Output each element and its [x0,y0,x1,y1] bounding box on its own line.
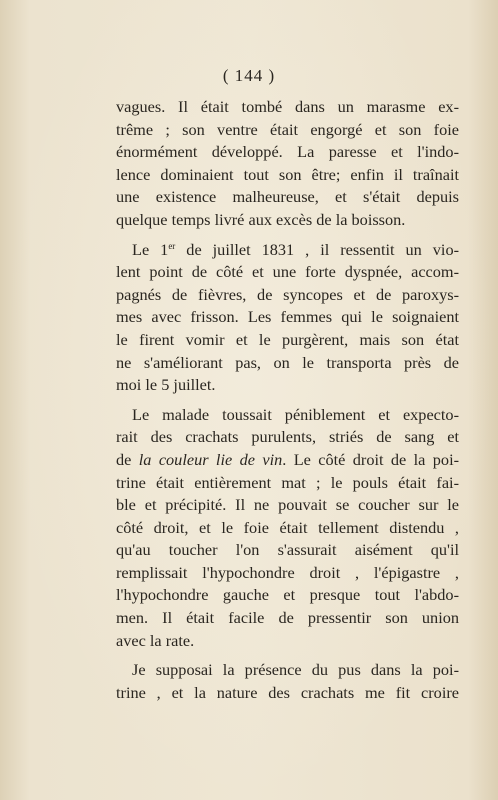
text-line: le firent vomir et le purgèrent, mais son état [116,329,459,349]
text-line: avec la rate. [116,630,195,650]
text-line: qu'au toucher l'on s'assurait aisément qu'il [116,540,459,560]
text-line [116,239,459,262]
text-line: énormément développé. La paresse et l'indo- [116,142,459,162]
text-span: de [116,449,139,469]
text-line: quelque temps livré aux excès de la boisson. [116,209,406,229]
body-text [116,96,459,704]
page-number: ( 144 ) [222,66,276,85]
text-line: l'hypochondre gauche et presque tout l'abdo- [116,585,459,605]
text-line: Je supposai la présence du pus dans la poi- [132,660,459,680]
paragraph-3 [116,404,459,653]
paragraph-4 [116,659,459,704]
text-line: Le malade toussait péniblement et expecto- [132,404,459,424]
text-line: moi le 5 juillet. [116,375,216,395]
text-line: trine , et la nature des crachats me fit croire [116,682,459,702]
paragraph-2 [116,239,459,397]
text-line: une existence malheureuse, et s'était depuis [116,187,459,207]
text-line: remplissait l'hypochondre droit , l'épigastre , [116,562,459,582]
text-line: ne s'améliorant pas, on le transporta près de [116,352,459,372]
text-line: trême ; son ventre était engorgé et son foie [116,119,459,139]
text-line: pagnés de fièvres, de syncopes et de paroxys- [116,284,459,304]
text-span: . Le côté droit de la poi- [282,449,460,469]
text-span: Le 1 [132,239,169,259]
text-span: de juillet 1831 , il ressentit un vio- [175,239,460,259]
paragraph-1 [116,96,459,232]
text-line: lence dominaient tout son être; enfin il traînait [116,164,459,184]
text-line: mes avec frisson. Les femmes qui le soignaient [116,307,459,327]
italic-phrase: la couleur lie de vin [138,449,283,469]
text-line: ble et précipité. Il ne pouvait se coucher sur le [116,495,459,515]
text-line [116,449,459,472]
text-line: vagues. Il était tombé dans un marasme ex- [116,97,459,116]
text-line: rait des crachats purulents, striés de sang et [116,427,459,447]
text-line: côté droit, et le foie était tellement distendu , [116,517,459,537]
text-line: trine était entièrement mat ; le pouls était fai- [116,472,459,492]
ordinal-superscript: er [168,240,176,251]
text-line: lent point de côté et une forte dyspnée, accom- [116,262,459,282]
text-line: men. Il était facile de pressentir son union [116,608,459,628]
